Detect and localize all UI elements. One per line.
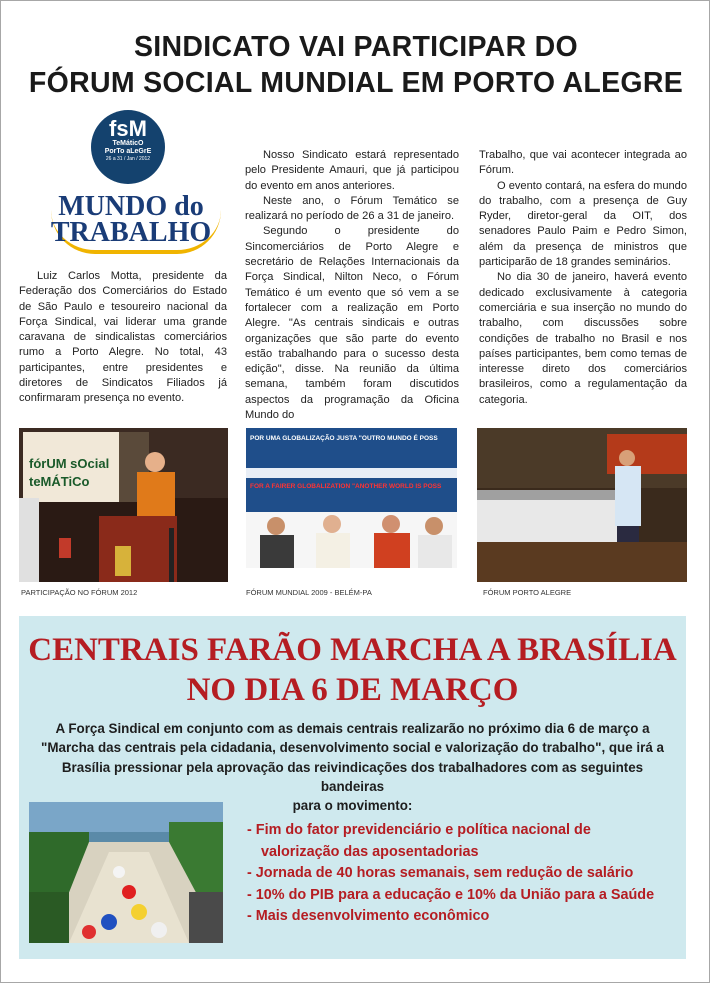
photo-march xyxy=(29,802,223,943)
article-column-1 xyxy=(19,269,227,407)
article-paragraph: Neste ano, o Fórum Temático se realizará no período de 26 a 31 de janeiro. xyxy=(245,194,459,223)
banner-top-text: POR UMA GLOBALIZAÇÃO JUSTA "OUTRO MUNDO É POSS xyxy=(250,435,438,442)
article-paragraph: O evento contará, na esfera do mundo do trabalho, com a presença de Guy Ryder, diretor-geral da OIT, dos senadores Paulo Paim e Pedro Simon, além da presença de ministros que participarão de 18 grandes seminários. xyxy=(479,179,687,269)
banner-text-2: teMÁTiCo xyxy=(29,474,90,489)
photo-caption-3: FÓRUM PORTO ALEGRE xyxy=(483,588,572,597)
article-paragraph: Segundo o presidente do Sincomerciários de Porto Alegre e secretário de Relações Internacionais da Força Sindical, Nilton Neco, o Fórum Temático é um evento que só vem a se fortalecer com a realização em Porto Alegre. "As centrais sindicais e outras organizações que são parte do evento estão trabalhando para o sucesso desta edição", disse. Na reunião da última semana, também foram discutidos aspectos da programação da Oficina Mundo do xyxy=(245,225,459,422)
photo-forum-2009-image xyxy=(246,428,457,582)
tematico-label: TeMáticO xyxy=(112,140,144,147)
article-column-2 xyxy=(245,148,459,423)
marcha-title-line-1: CENTRAIS FARÃO MARCHA A BRASÍLIA xyxy=(28,632,677,668)
photo-march-image xyxy=(29,802,223,943)
marcha-intro-line: para o movimento: xyxy=(292,798,413,814)
article-column-3 xyxy=(479,148,687,408)
mundo-do-text: MUNDO do xyxy=(58,191,204,222)
fsm-label: fsM xyxy=(109,116,147,141)
marcha-title xyxy=(19,630,686,710)
demand-item: - Fim do fator previdenciário e política nacional de xyxy=(247,822,591,838)
headline-line-1: SINDICATO VAI PARTICIPAR DO xyxy=(133,31,579,63)
marcha-demands-list xyxy=(247,820,677,928)
page-headline xyxy=(1,29,710,101)
marcha-brasilia-box xyxy=(19,616,686,959)
banner-mid-text: FOR A FAIRER GLOBALIZATION "ANOTHER WORLD IS POSS xyxy=(250,483,442,490)
marcha-intro xyxy=(31,719,674,815)
fsm-dates: 26 a 31 / Jan / 2012 xyxy=(105,156,151,162)
article-paragraph: Trabalho, que vai acontecer integrada ao Fórum. xyxy=(479,149,687,177)
article-paragraph: No dia 30 de janeiro, haverá evento dedicado exclusivamente à categoria comerciária e sua inserção no mundo do trabalho, com discussões sobre condições de trabalho no Brasil e nos países participantes, bem como temas de interesse direto dos comerciários brasileiros, como a regulamentação da categoria. xyxy=(479,271,687,406)
marcha-intro-line: "Marcha das centrais pela cidadania, desenvolvimento social e valorização do trabalho", que irá a xyxy=(41,740,664,756)
photo-forum-2009 xyxy=(246,428,457,582)
headline-line-2: FÓRUM SOCIAL MUNDIAL EM PORTO ALEGRE xyxy=(28,67,684,99)
marcha-intro-line: Brasília pressionar pela aprovação das reivindicações dos trabalhadores com as seguintes bandeiras xyxy=(61,759,644,794)
photo-forum-2012-image xyxy=(19,428,228,582)
marcha-intro-line: A Força Sindical em conjunto com as demais centrais realizarão no próximo dia 6 de março a xyxy=(55,721,650,736)
mundo-do-trabalho-logo xyxy=(35,108,225,258)
photo-forum-2012 xyxy=(19,428,228,582)
photo-caption-1: PARTICIPAÇÃO NO FÓRUM 2012 xyxy=(21,588,138,597)
article-paragraph: Luiz Carlos Motta, presidente da Federação dos Comerciários do Estado de São Paulo e tesoureiro nacional da Força Sindical, vai liderar uma grande caravana de sindicalistas comerciários rumo a Porto Alegre. No total, 43 participantes, entre presidentes e diretores de Sindicatos Filiados já confirmaram presença no evento. xyxy=(19,270,227,405)
demand-item: - Jornada de 40 horas semanais, sem redução de salário xyxy=(247,865,634,881)
fsm-tematico-badge xyxy=(91,110,165,184)
demand-item: valorização das aposentadorias xyxy=(261,843,479,860)
article-paragraph: Nosso Sindicato estará representado pelo Presidente Amauri, que já participou do evento em anos anteriores. xyxy=(245,149,459,192)
banner-text-1: fórUM sOcial xyxy=(29,456,110,471)
porto-alegre-label: PorTo aLeGrE xyxy=(104,148,152,155)
trabalho-text: TRABALHO xyxy=(50,217,212,248)
photo-forum-porto-alegre-image xyxy=(477,428,687,582)
demand-item: - 10% do PIB para a educação e 10% da União para a Saúde xyxy=(247,886,655,903)
photo-caption-2: FÓRUM MUNDIAL 2009 - BELÉM-PA xyxy=(246,588,372,597)
marcha-title-line-2: NO DIA 6 DE MARÇO xyxy=(186,672,519,708)
demand-item: - Mais desenvolvimento econômico xyxy=(247,908,490,924)
mundo-do-trabalho-wordmark xyxy=(41,191,221,248)
photo-forum-porto-alegre xyxy=(477,428,687,582)
